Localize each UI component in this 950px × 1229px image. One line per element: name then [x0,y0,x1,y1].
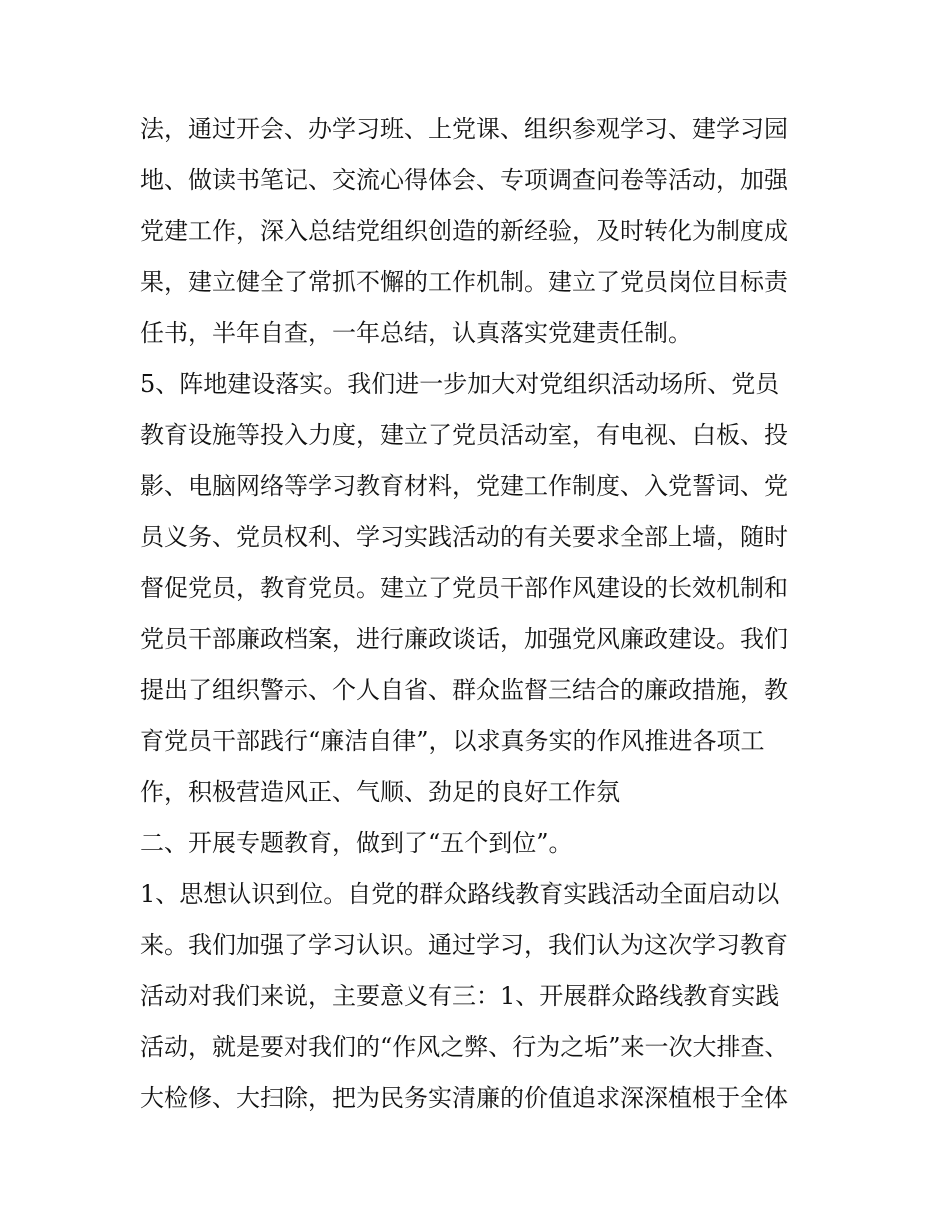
text-line: 大检修、大扫除，把为民务实清廉的价值追求深深植根于全体 [140,1084,788,1112]
text-line: 法，通过开会、办学习班、上党课、组织参观学习、建学习园 [140,115,788,143]
text-line: 作，积极营造风正、气顺、劲足的良好工作氛 [140,778,620,806]
text-line: 员义务、党员权利、学习实践活动的有关要求全部上墙，随时 [140,523,788,551]
body-text [140,104,820,1124]
text-line: 党员干部廉政档案，进行廉政谈话，加强党风廉政建设。我们 [140,625,788,653]
text-line: 地、做读书笔记、交流心得体会、专项调查问卷等活动，加强 [140,166,788,194]
section-heading: 二、开展专题教育，做到了“五个到位”。 [140,829,573,857]
text-line: 提出了组织警示、个人自省、群众监督三结合的廉政措施，教 [140,676,788,704]
text-line: 影、电脑网络等学习教育材料，党建工作制度、入党誓词、党 [140,472,788,500]
text-line: 督促党员，教育党员。建立了党员干部作风建设的长效机制和 [140,574,788,602]
text-line: 教育设施等投入力度，建立了党员活动室，有电视、白板、投 [140,421,788,449]
text-line: 任书，半年自查，一年总结，认真落实党建责任制。 [140,319,692,347]
text-line: 育党员干部践行“廉洁自律”，以求真务实的作风推进各项工 [140,727,765,755]
text-line: 活动对我们来说，主要意义有三：1、开展群众路线教育实践 [140,982,780,1010]
text-line: 来。我们加强了学习认识。通过学习，我们认为这次学习教育 [140,931,788,959]
text-line: 活动，就是要对我们的“作风之弊、行为之垢”来一次大排查、 [140,1033,789,1061]
text-line: 1、思想认识到位。自党的群众路线教育实践活动全面启动以 [140,880,780,908]
text-line: 党建工作，深入总结党组织创造的新经验，及时转化为制度成 [140,217,788,245]
text-line: 5、阵地建设落实。我们进一步加大对党组织活动场所、党员 [140,370,780,398]
text-line: 果，建立健全了常抓不懈的工作机制。建立了党员岗位目标责 [140,268,788,296]
